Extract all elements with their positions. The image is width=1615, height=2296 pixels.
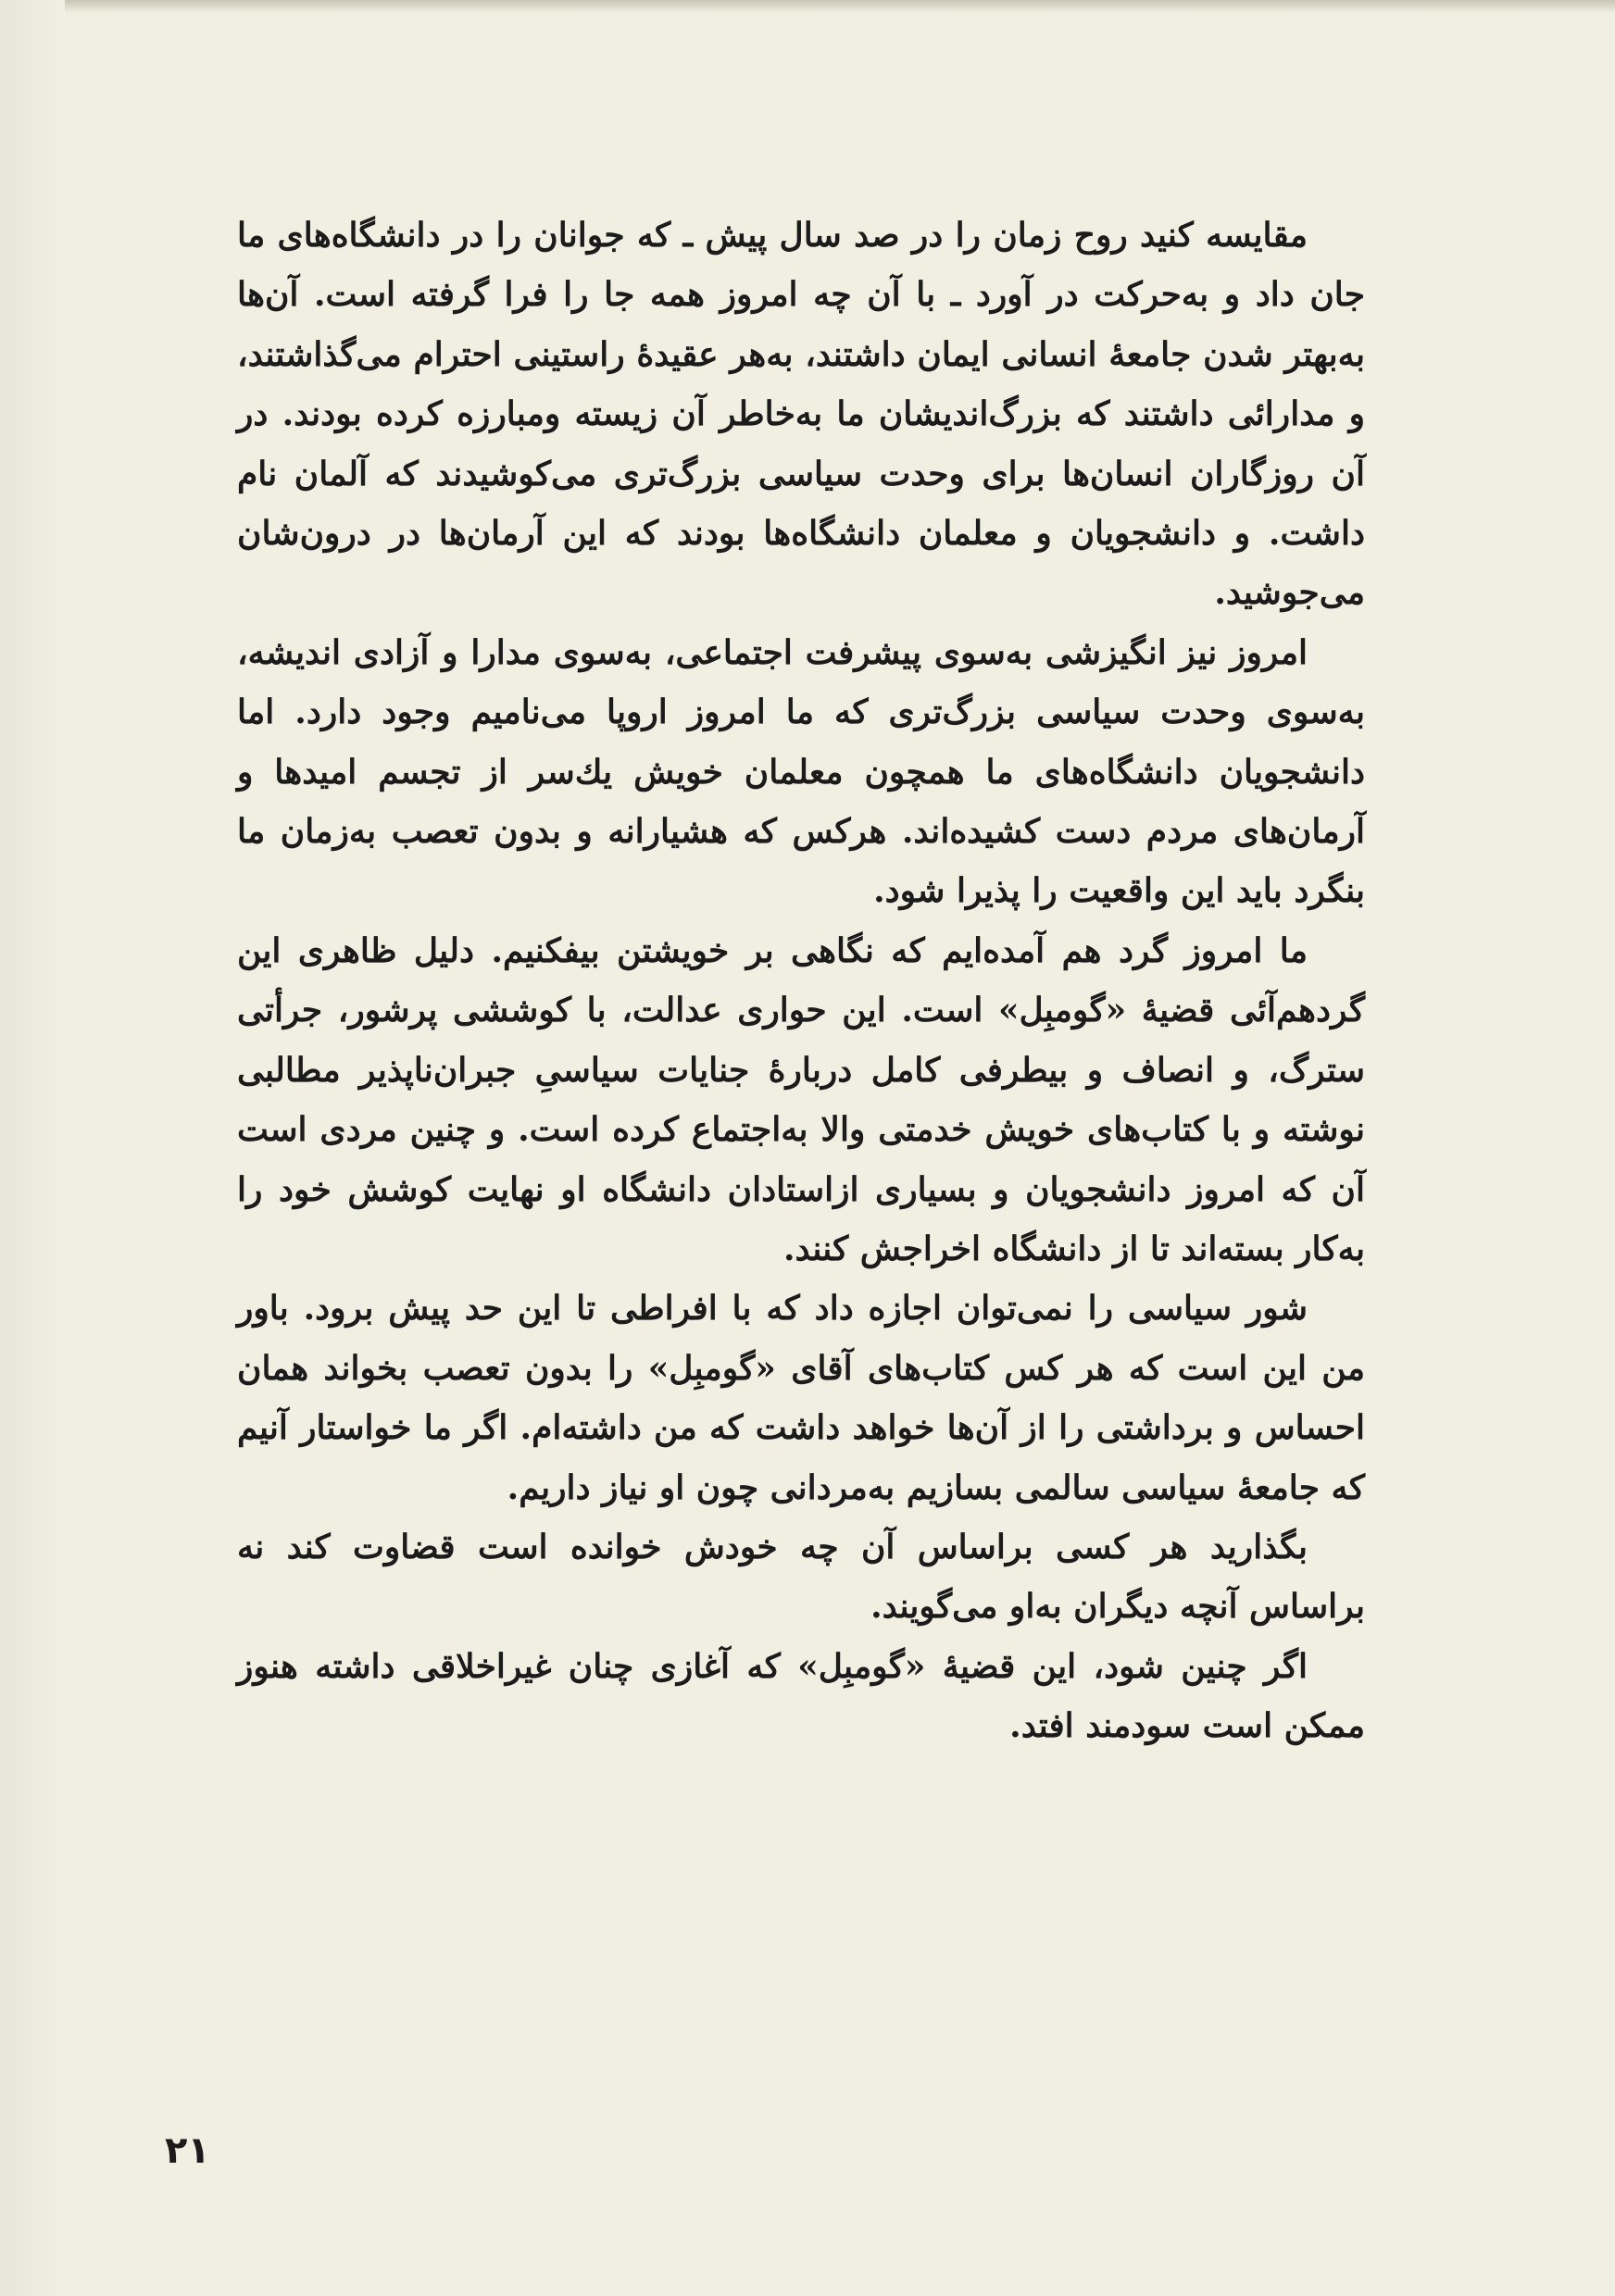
paragraph-6: اگر چنین شود، این قضیهٔ «گومبِل» که آغازی چنان غیراخلاقی داشته هنوز ممکن است سودمند افتد. xyxy=(237,1646,1365,1746)
paragraph-2: امروز نیز انگیزشی به‌سوی پیشرفت اجتماعی، به‌سوی مدارا و آزادی اندیشه، به‌سوی وحدت سیاسی بزرگ‌تری که ما امروز اروپا می‌نامیم وجود دارد. اما دانشجویان دانشگاه‌های ما همچون معلمان خویش یك‌سر از تجسم امیدها و آرمان‌های مردم دست کشیده‌اند. هرکس که هشیارانه و بدون تعصب به‌زمان ما بنگرد باید این واقعیت را پذیرا شود. xyxy=(237,632,1365,911)
paragraph-4: شور سیاسی را نمی‌توان اجازه داد که با افراطی تا این حد پیش برود. باور من این است که هر کس کتاب‌های آقای «گومبِل» را بدون تعصب بخواند همان احساس و برداشتی را از آن‌ها خواهد داشت که من داشته‌ام. اگر ما خواستار آنیم که جامعهٔ سیاسی سالمی بسازیم به‌مردانی چون او نیاز داریم. xyxy=(237,1289,1365,1507)
paragraph-5: بگذارید هر کسی براساس آن چه خودش خوانده است قضاوت کند نه براساس آنچه دیگران به‌او می‌گویند. xyxy=(237,1527,1365,1627)
paragraph-1: مقایسه کنید روح زمان را در صد سال پیش ـ که جوانان را در دانشگاه‌های ما جان داد و به‌حرکت در آورد ـ با آن چه امروز همه جا را فرا گرفته است. آن‌ها به‌بهتر شدن جامعهٔ انسانی ایمان داشتند، به‌هر عقیدهٔ راستینی احترام می‌گذاشتند، و مدارائی داشتند که بزرگ‌اندیشان ما به‌خاطر آن زیسته ومبارزه کرده بودند. در آن روزگاران انسان‌ها برای وحدت سیاسی بزرگ‌تری می‌کوشیدند که آلمان نام داشت. و دانشجویان و معلمان دانشگاه‌ها بودند که این آرمان‌ها در درون‌شان می‌جوشید. xyxy=(237,216,1365,613)
scan-edge-top xyxy=(0,0,1615,13)
page-number: ۲۱ xyxy=(165,2129,210,2172)
scan-edge-left xyxy=(0,0,65,2296)
page-body-text xyxy=(237,206,1365,1756)
paragraph-3: ما امروز گرد هم آمده‌ایم که نگاهی بر خویشتن بیفکنیم. دلیل ظاهری این گردهم‌آئی قضیهٔ «گومبِل» است. این حواری عدالت، با کوششی پرشور، جرأتی سترگ، و انصاف و بیطرفی کامل دربارهٔ جنایات سیاسیِ جبران‌ناپذیر مطالبی نوشته و با کتاب‌های خویش خدمتی والا به‌اجتماع کرده است. و چنین مردی است آن که امروز دانشجویان و بسیاری ازاستادان دانشگاه او نهایت کوشش خود را به‌کار بسته‌اند تا از دانشگاه اخراجش کنند. xyxy=(237,930,1366,1268)
